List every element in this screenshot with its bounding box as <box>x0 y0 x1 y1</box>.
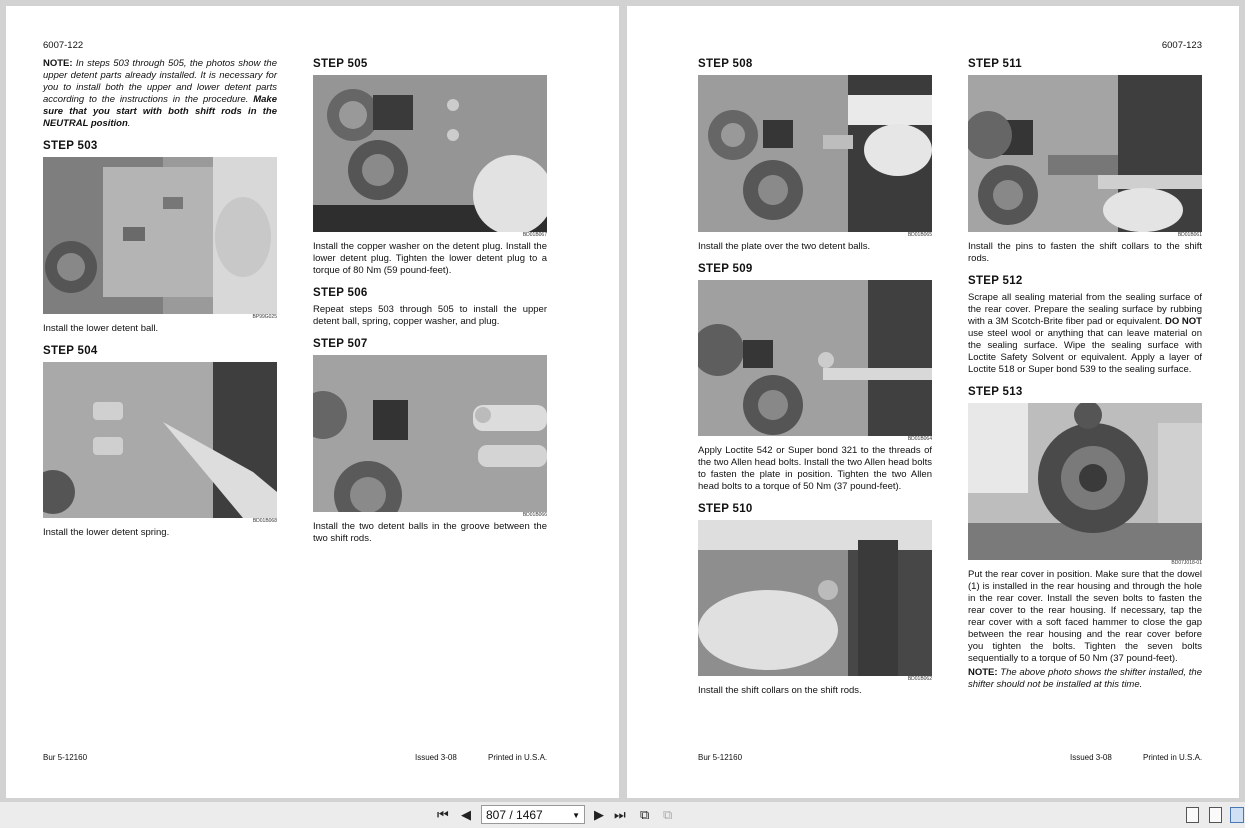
footer-issued: Issued 3-08 <box>1070 753 1112 762</box>
step-503-title: STEP 503 <box>43 140 98 152</box>
step-504-photo <box>43 362 277 518</box>
step-506-title: STEP 506 <box>313 287 368 299</box>
step-507-photo <box>313 355 547 512</box>
step-504-text: Install the lower detent spring. <box>43 527 170 538</box>
step-508-photo <box>698 75 932 232</box>
step-507-photo-code: BD01B066 <box>522 512 547 518</box>
step-512-text <box>968 292 1202 376</box>
note-label: NOTE: <box>43 58 73 69</box>
step-509-title: STEP 509 <box>698 263 753 275</box>
step-512-text-b: use steel wool or anything that can leave material on the sealing surface. Wipe the sealing surface with Loctite Safety Solvent or equivalent. Apply a layer of Loctite 518 or Super bond 539 to the sealing surface. <box>968 328 1202 375</box>
note-text: The above photo shows the shifter installed, the shifter should not be installed at this time. <box>968 667 1202 690</box>
left-column-2 <box>313 58 547 545</box>
last-page-icon[interactable]: ⏭ <box>614 807 626 822</box>
page-number-value: 807 / 1467 <box>486 808 543 822</box>
footer-issued: Issued 3-08 <box>415 753 457 762</box>
step-503-photo <box>43 157 277 314</box>
step-511-photo <box>968 75 1202 232</box>
right-column-2 <box>968 58 1202 691</box>
dropdown-arrow-icon[interactable]: ▼ <box>572 811 580 820</box>
step-510-text: Install the shift collars on the shift rods. <box>698 685 862 696</box>
prev-page-icon[interactable]: ◀ <box>461 807 471 822</box>
step-503-text: Install the lower detent ball. <box>43 323 159 334</box>
step-505-text: Install the copper washer on the detent plug. Install the lower detent plug. Tighten the lower detent plug to a torque of 80 Nm (59 pound-feet). <box>313 241 547 276</box>
step-506-text: Repeat steps 503 through 505 to install the upper detent ball, spring, copper washer, and plug. <box>313 304 547 327</box>
page-number-field[interactable] <box>481 805 585 824</box>
step-504-photo-code: BD01B068 <box>252 518 277 524</box>
step-511-text: Install the pins to fasten the shift collars to the shift rods. <box>968 241 1202 264</box>
previous-view-icon[interactable]: ⧉ <box>640 807 650 822</box>
footer-doc: Bur 5-12160 <box>43 753 88 762</box>
page-number: 6007-122 <box>43 40 84 51</box>
step-512-text-a: Scrape all sealing material from the sealing surface of the rear cover. Prepare the sealing surface by rubbing with a 3M Scotch-Brite fiber pad or equivalent. <box>968 292 1202 327</box>
right-column-1 <box>698 58 932 697</box>
step-509-text: Apply Loctite 542 or Super bond 321 to the threads of the two Allen head bolts. Install the two Allen head bolts to fasten the plate in position. Tighten the two Allen head bolts to a torque of 50 Nm (37 pound-feet). <box>698 445 932 492</box>
footer-printed: Printed in U.S.A. <box>488 753 548 762</box>
step-507-text: Install the two detent balls in the groove between the two shift rods. <box>313 521 547 544</box>
facing-pages-view-icon[interactable] <box>1230 807 1244 823</box>
step-510-photo-code: BD01B062 <box>907 676 932 682</box>
step-511-title: STEP 511 <box>968 58 1022 70</box>
first-page-icon[interactable]: ⏮ <box>437 807 449 822</box>
step-509-photo-code: BD01B064 <box>907 436 932 442</box>
step-510-photo <box>698 520 932 676</box>
note-text: In steps 503 through 505, the photos show the upper detent parts already installed. It is necessary for you to install both the upper and lower detent parts according to the instructions in the procedure. <box>43 58 277 105</box>
next-page-icon[interactable]: ▶ <box>594 807 604 822</box>
step-513-photo <box>968 403 1202 560</box>
note-end: . <box>127 118 131 129</box>
step-505-title: STEP 505 <box>313 58 368 70</box>
step-505-photo-code: BD01B067 <box>522 232 547 238</box>
left-column-1 <box>43 58 277 539</box>
step-510-title: STEP 510 <box>698 503 753 515</box>
note-label: NOTE: <box>968 667 998 678</box>
step-513-title: STEP 513 <box>968 386 1023 398</box>
note-paragraph <box>43 58 277 130</box>
step-508-photo-code: BD01B065 <box>907 232 932 238</box>
note-emphasis: Make sure that you start with both shift rods in the NEUTRAL position <box>43 94 277 129</box>
step-513-text: Put the rear cover in position. Make sure that the dowel (1) is installed in the rear housing and through the hole in the rear cover. Install the seven bolts to fasten the rear cover to the rear housing. If necessary, tap the rear cover with a soft faced hammer to close the gap between the rear housing and the rear cover before you tighten the bolts. Tighten the seven bolts sequentially to a torque of 50 Nm (37 pound-feet). <box>968 569 1202 664</box>
step-508-title: STEP 508 <box>698 58 753 70</box>
step-513-note <box>968 667 1202 691</box>
step-512-title: STEP 512 <box>968 275 1023 287</box>
footer-printed: Printed in U.S.A. <box>1143 753 1203 762</box>
step-507-title: STEP 507 <box>313 338 368 350</box>
step-503-photo-code: BP99G025 <box>252 314 277 320</box>
right-page <box>627 6 1239 798</box>
page-number: 6007-123 <box>1161 40 1202 51</box>
step-504-title: STEP 504 <box>43 345 98 357</box>
step-509-photo <box>698 280 932 436</box>
single-page-view-icon[interactable] <box>1186 807 1199 823</box>
footer-doc: Bur 5-12160 <box>698 753 743 762</box>
step-505-photo <box>313 75 547 232</box>
step-513-photo-code: BD07J018-01 <box>1171 560 1202 566</box>
continuous-view-icon[interactable] <box>1209 807 1222 823</box>
step-511-photo-code: BD01B061 <box>1177 232 1202 238</box>
step-512-warning: DO NOT <box>1165 316 1202 327</box>
step-508-text: Install the plate over the two detent balls. <box>698 241 871 252</box>
next-view-icon[interactable]: ⧉ <box>663 807 673 822</box>
viewer-toolbar <box>0 802 1245 828</box>
left-page <box>6 6 619 798</box>
